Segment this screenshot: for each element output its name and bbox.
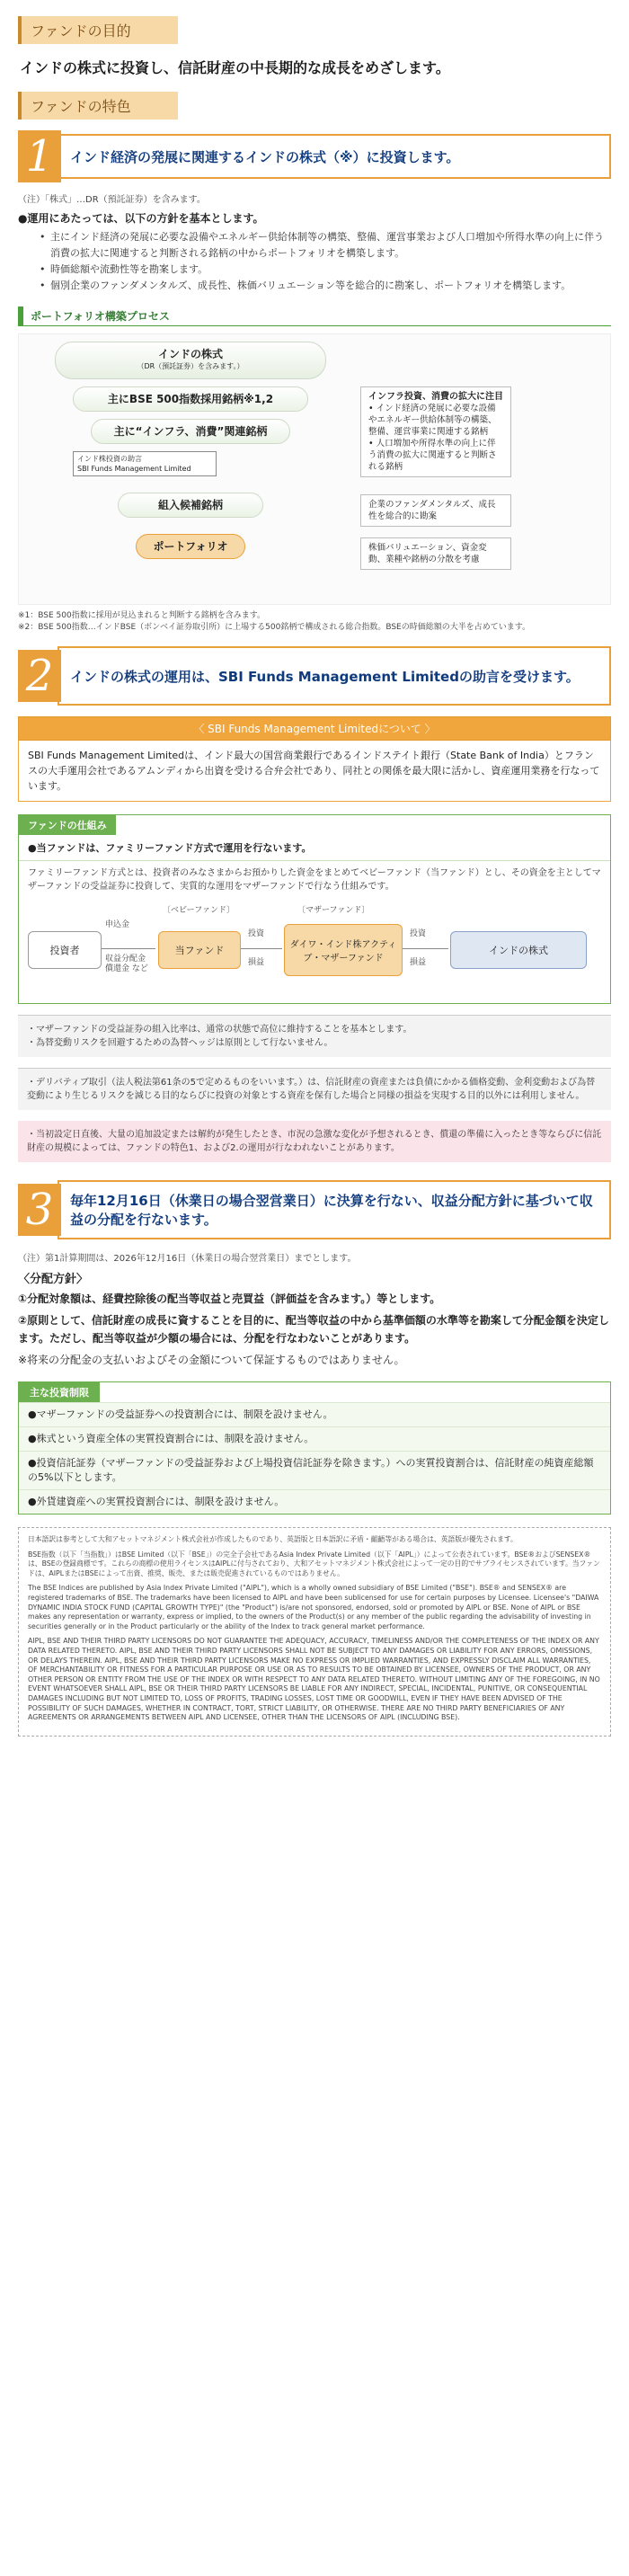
side-box-text: • インド経済の発展に必要な設備やエネルギー供給体制等の構築、整備、運営事業に関連する銘柄	[368, 404, 497, 437]
limit-row: ●株式という資産全体の実質投資割合には、制限を設けません。	[19, 1426, 610, 1451]
distribution-policy-title: 〈分配方針〉	[18, 1273, 89, 1286]
list-item: • 時価総額や流動性等を勘案します。	[40, 262, 611, 278]
feature-1-note: （注）「株式」…DR（預託証券）を含みます。	[18, 195, 206, 205]
arrow-label: 損益	[248, 958, 265, 967]
disclaimer-paragraph: The BSE Indices are published by Asia Index Private Limited ("AIPL"), which is a wholly owned subsidiary of BSE Limited ("BSE"). BSE® and SENSEX® are registered trademarks of BSE. The trademarks have been licensed to AIPL and have been sublicensed for use for certain purposes by Licensee. Licensee's "DAIWA DYNAMIC INDIA STOCK FUND (CAPITAL GROWTH TYPE)" (the "Product") is/are not sponsored, endorsed, sold or promoted by AIPL or BSE. None of AIPL or BSE makes any representation or warranty, express or implied, to the owners of the Product(s) or any member of the public regarding the advisability of investing in securities generally or in the Product particularly or the ability of the Index to track general market performance.	[28, 1584, 599, 1630]
disclaimer-paragraph: 日本語訳は参考として大和アセットマネジメント株式会社が作成したものであり、英語版と日本語訳に矛盾・齟齬等がある場合は、英語版が優先されます。	[28, 1535, 518, 1543]
purpose-text: インドの株式に投資し、信託財産の中長期的な成長をめざします。	[20, 59, 450, 76]
feature-1-bullets	[40, 229, 611, 294]
baby-fund-tag: 〔ベビーファンド〕	[163, 906, 235, 915]
notes-box-1	[18, 1015, 611, 1057]
side-box-text: • 人口増加や所得水準の向上に伴う消費の拡大に関連すると判断される銘柄	[368, 439, 497, 472]
sbi-info-body: SBI Funds Management Limitedは、インド最大の国営商業銀行であるインドステイト銀行（State Bank of India）とフランスの大手運用会社であるアムンディから出資を受ける合弁会社であり、同社との関係を最大限に活かし、資産運用業務を行なっています。	[18, 741, 611, 802]
investor-box: 投資者	[28, 931, 102, 969]
flow-arrow	[102, 948, 155, 949]
feature-3-header	[18, 1182, 611, 1238]
limits-heading: 主な投資制限	[19, 1382, 100, 1402]
funnel-sublabel: （DR（預託証券）を含みます。）	[137, 362, 244, 370]
investment-limits	[18, 1381, 611, 1515]
arrow-label: 収益分配金 償還金 など	[105, 955, 148, 973]
disclaimer-paragraph: AIPL, BSE AND THEIR THIRD PARTY LICENSORS DO NOT GUARANTEE THE ADEQUACY, ACCURACY, TIMELINESS AND/OR THE COMPLETENESS OF THE INDEX OR ANY DATA RELATED THERETO. AIPL, BSE AND THEIR THIRD PARTY LICENSORS SHALL NOT BE SUBJECT TO ANY DAMAGES OR LIABILITY FOR ANY ERRORS, OMISSIONS, OR DELAYS THEREIN. AIPL, BSE AND THEIR THIRD PARTY LICENSORS MAKE NO EXPRESS OR IMPLIED WARRANTIES, AND EXPRESSLY DISCLAIM ALL WARRANTIES, OF MERCHANTABILITY OR FITNESS FOR A PARTICULAR PURPOSE OR USE OR AS TO RESULTS TO BE OBTAINED BY LICENSEE, OWNERS OF THE PRODUCT, OR ANY OTHER PERSON OR ENTITY FROM THE USE OF THE INDEX OR WITH RESPECT TO ANY DATA RELATED THERETO. WITHOUT LIMITING ANY OF THE FOREGOING, IN NO EVENT WHATSOEVER SHALL AIPL, BSE OR THEIR THIRD PARTY LICENSORS BE LIABLE FOR ANY INDIRECT, SPECIAL, INCIDENTAL, PUNITIVE, OR CONSEQUENTIAL DAMAGES INCLUDING BUT NOT LIMITED TO, LOSS OF PROFITS, TRADING LOSSES, LOST TIME OR GOODWILL, EVEN IF THEY HAVE BEEN ADVISED OF THE POSSIBILITY OF SUCH DAMAGES, WHETHER IN CONTRACT, TORT, STRICT LIABILITY, OR OTHERWISE. THERE ARE NO THIRD PARTY BENEFICIARIES OF ANY AGREEMENTS OR ARRANGEMENTS BETWEEN AIPL AND LICENSEE, OTHER THAN THE LICENSORS OF AIPL (INCLUDING BSE).	[28, 1637, 600, 1722]
fund-document	[18, 0, 611, 1737]
funnel-level-6: ポートフォリオ	[136, 534, 245, 559]
advisor-label: インド株投資の助言	[77, 455, 142, 463]
feature-2-title: インドの株式の運用は、SBI Funds Management Limitedの助言を受けます。	[58, 646, 611, 706]
feature-1-number: 1	[18, 130, 61, 182]
disclaimer-paragraph: BSE指数（以下「当指数」）はBSE Limited（以下「BSE」）の完全子会社であるAsia Index Private Limited（以下「AIPL」）によって公表されています。BSE®およびSENSEX®は、BSEの登録商標です。これらの商標の使用ライセンスはAIPLに付与されており、大和アセットマネジメント株式会社によって一定の目的でサブライセンスされています。当ファンドは、AIPLまたはBSEによって出資、推奨、販売、または販売促進されているものではありません。	[28, 1550, 600, 1577]
process-title: ポートフォリオ構築プロセス	[18, 306, 611, 326]
mechanism-flow	[28, 904, 601, 994]
feature-2-header	[18, 648, 611, 704]
arrow-label: 投資	[410, 929, 427, 938]
list-item: • 個別企業のファンダメンタルズ、成長性、株価バリュエーション等を総合的に勘案し、ポートフォリオを構築します。	[40, 278, 611, 294]
footnote-1: ※1：BSE 500指数に採用が見込まれると判断する銘柄を含みます。	[18, 611, 266, 620]
limit-row: ●マザーファンドの受益証券への投資割合には、制限を設けません。	[19, 1402, 610, 1426]
list-item: • 主にインド経済の発展に必要な設備やエネルギー供給体制等の構築、整備、運営事業および人口増加や所得水準の向上に伴う消費の拡大に関連すると判断される銘柄の中からポートフォリオを構築します。	[40, 229, 611, 262]
side-box-title: インフラ投資、消費の拡大に注目	[368, 392, 503, 402]
list-item: ・ マザーファンドの受益証券の組入比率は、通常の状態で高位に維持することを基本とします。	[27, 1023, 602, 1036]
policy-item-1: ①分配対象額は、経費控除後の配当等収益と売買益（評価益を含みます。）等とします。	[18, 1292, 441, 1305]
mechanism-text: ファミリーファンド方式とは、投資者のみなさまからお預かりした資金をまとめてベビーファンド（当ファンド）とし、その資金を主としてマザーファンドの受益証券に投資して、実質的な運用をマザーファンドで行なう仕組みです。	[28, 868, 601, 892]
list-item: ・ 為替変動リスクを回避するための為替ヘッジは原則として行ないません。	[27, 1036, 602, 1050]
feature-3-note: （注）第1計算期間は、2026年12月16日（休業日の場合翌営業日）までとします。	[18, 1254, 357, 1264]
notes-box-2	[18, 1068, 611, 1110]
purpose-tab: ファンドの目的	[18, 16, 178, 44]
arrow-label: 申込金	[105, 920, 130, 929]
index-disclaimer	[18, 1527, 611, 1737]
flow-arrow	[403, 948, 448, 949]
feature-3-number: 3	[18, 1184, 61, 1236]
side-box-fundamentals: 企業のファンダメンタルズ、成長性を総合的に勘案	[360, 494, 511, 527]
mechanism-heading: ファンドの仕組み	[19, 815, 116, 835]
policy-item-2: ②原則として、信託財産の成長に資することを目的に、配当等収益の中から基準価額の水準等を勘案して分配金額を決定します。ただし、配当等収益が少額の場合には、分配を行なわないことがあります。	[18, 1314, 609, 1345]
mechanism-sub: ●当ファンドは、ファミリーファンド方式で運用を行ないます。	[19, 835, 610, 861]
fund-mechanism	[18, 814, 611, 1004]
notes-box-pink	[18, 1121, 611, 1162]
policy-item-3: ※将来の分配金の支払いおよびその金額について保証するものではありません。	[18, 1354, 405, 1366]
sbi-info-heading: 〈 SBI Funds Management Limitedについて 〉	[18, 716, 611, 741]
feature-1-heading: ●運用にあたっては、以下の方針を基本とします。	[18, 212, 264, 225]
advisor-box	[73, 451, 217, 476]
funnel-label: インドの株式	[157, 348, 223, 360]
side-box-valuation: 株価バリュエーション、資金変動、業種や銘柄の分散を考慮	[360, 537, 511, 570]
flow-arrow	[241, 948, 282, 949]
list-item: ・ デリバティブ取引（法人税法第61条の5で定めるものをいいます。）は、信託財産の資産または負債にかかる価格変動、金利変動および為替変動により生じるリスクを減じる目的ならびに投資の対象とする資産を保有した場合と同様の損益を実現する目的以外には利用しません。	[27, 1076, 602, 1103]
funnel-level-2: 主にBSE 500指数採用銘柄※1,2	[73, 386, 308, 412]
funnel-level-1	[55, 342, 326, 379]
arrow-label: 損益	[410, 958, 427, 967]
target-box: インドの株式	[450, 931, 587, 969]
funnel-level-3: 主に“インフラ、消費”関連銘柄	[91, 419, 290, 444]
feature-1-title: インド経済の発展に関連するインドの株式（※）に投資します。	[58, 134, 611, 179]
advisor-name: SBI Funds Management Limited	[77, 465, 191, 473]
feature-1-header	[18, 131, 611, 182]
features-tab: ファンドの特色	[18, 92, 178, 120]
arrow-label: 投資	[248, 929, 265, 938]
fund-box: 当ファンド	[158, 931, 241, 969]
limit-row: ●外貨建資産への実質投資割合には、制限を設けません。	[19, 1489, 610, 1514]
portfolio-process-diagram	[18, 333, 611, 605]
list-item: ・ 当初設定日直後、大量の追加設定または解約が発生したとき、市況の急激な変化が予想されるとき、償還の準備に入ったとき等ならびに信託財産の規模によっては、ファンドの特色1、および2.の運用が行なわれないことがあります。	[27, 1128, 602, 1155]
feature-2-number: 2	[18, 650, 61, 702]
mother-fund-box: ダイワ・インド株アクティブ・マザーファンド	[284, 924, 403, 976]
footnote-2: ※2：BSE 500指数…インドBSE（ボンベイ証券取引所）に上場する500銘柄で構成される総合指数。BSEの時価総額の大半を占めています。	[18, 623, 531, 632]
feature-3-title: 毎年12月16日（休業日の場合翌営業日）に決算を行ない、収益分配方針に基づいて収益の分配を行ないます。	[58, 1180, 611, 1239]
funnel-level-5: 組入候補銘柄	[118, 493, 263, 518]
mother-fund-tag: 〔マザーファンド〕	[297, 906, 370, 915]
limit-row: ●投資信託証券（マザーファンドの受益証券および上場投資信託証券を除きます。）への実質投資割合は、信託財産の純資産総額の5%以下とします。	[19, 1451, 610, 1489]
side-box-infra	[360, 386, 511, 477]
